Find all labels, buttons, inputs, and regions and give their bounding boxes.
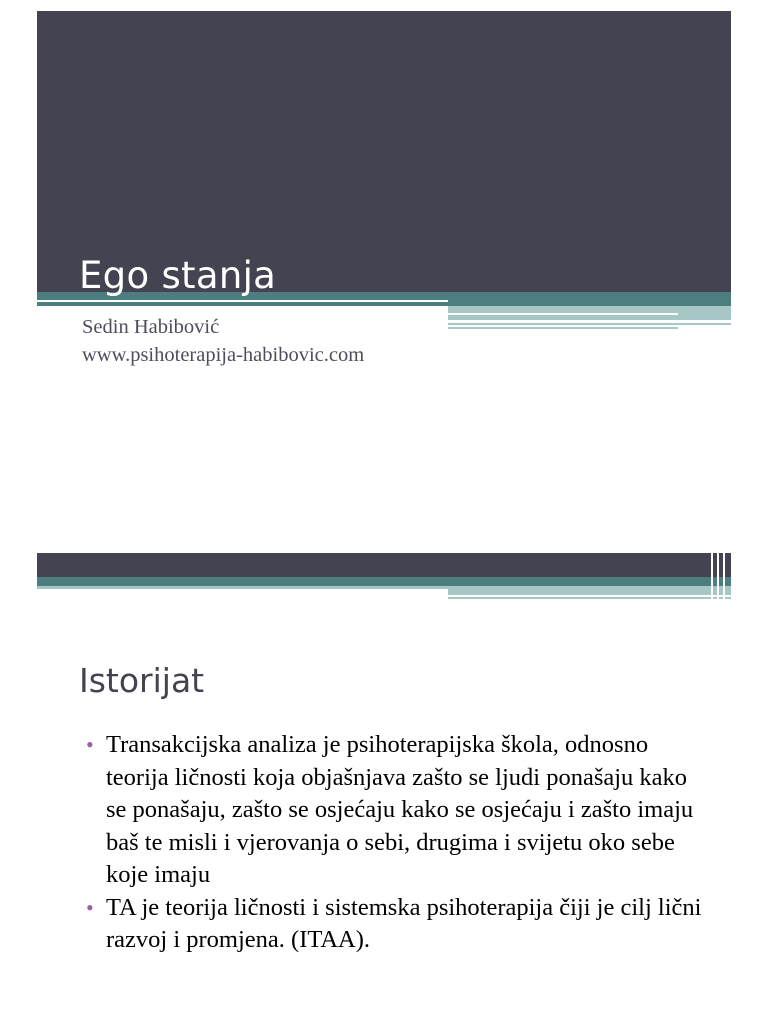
slide-heading: Istorijat <box>79 661 205 700</box>
bullet-dot-icon: • <box>86 894 94 920</box>
teal-band <box>37 577 731 586</box>
decorative-line <box>37 300 448 302</box>
bullet-text: Transakcijska analiza je psihoterapijska škola, odnosno teorija ličnosti koja objašnjava zašto se ljudi ponašaju kako se ponašaju, zašto se osjećaju kako se osjećaju i zašto imaju baš te misli i vjerovanja o sebi, drugima i svijetu oko sebe koje imaju <box>106 731 694 888</box>
slide-history <box>37 553 731 1013</box>
slide-title-text: Ego stanja <box>79 254 277 297</box>
decorative-line <box>723 553 725 599</box>
bullet-list <box>83 729 713 957</box>
list-item <box>83 729 713 892</box>
light-band <box>448 586 731 595</box>
decorative-line <box>448 327 678 329</box>
decorative-line <box>711 553 713 599</box>
decorative-line <box>717 553 719 599</box>
decorative-line <box>448 313 678 315</box>
author-name: Sedin Habibović <box>82 316 220 338</box>
bullet-text: TA je teorija ličnosti i sistemska psihoterapija čiji je cilj lični razvoj i promjena. (ITAA). <box>106 893 702 953</box>
bullet-dot-icon: • <box>86 732 94 757</box>
decorative-line <box>448 323 731 325</box>
website-text: www.psihoterapija-habibovic.com <box>82 344 365 366</box>
decorative-line <box>448 597 731 599</box>
slide-title <box>37 11 731 526</box>
light-band <box>37 586 448 589</box>
subtitle <box>82 313 364 369</box>
header-background <box>37 553 731 577</box>
title-background <box>37 11 731 292</box>
list-item <box>83 892 713 957</box>
